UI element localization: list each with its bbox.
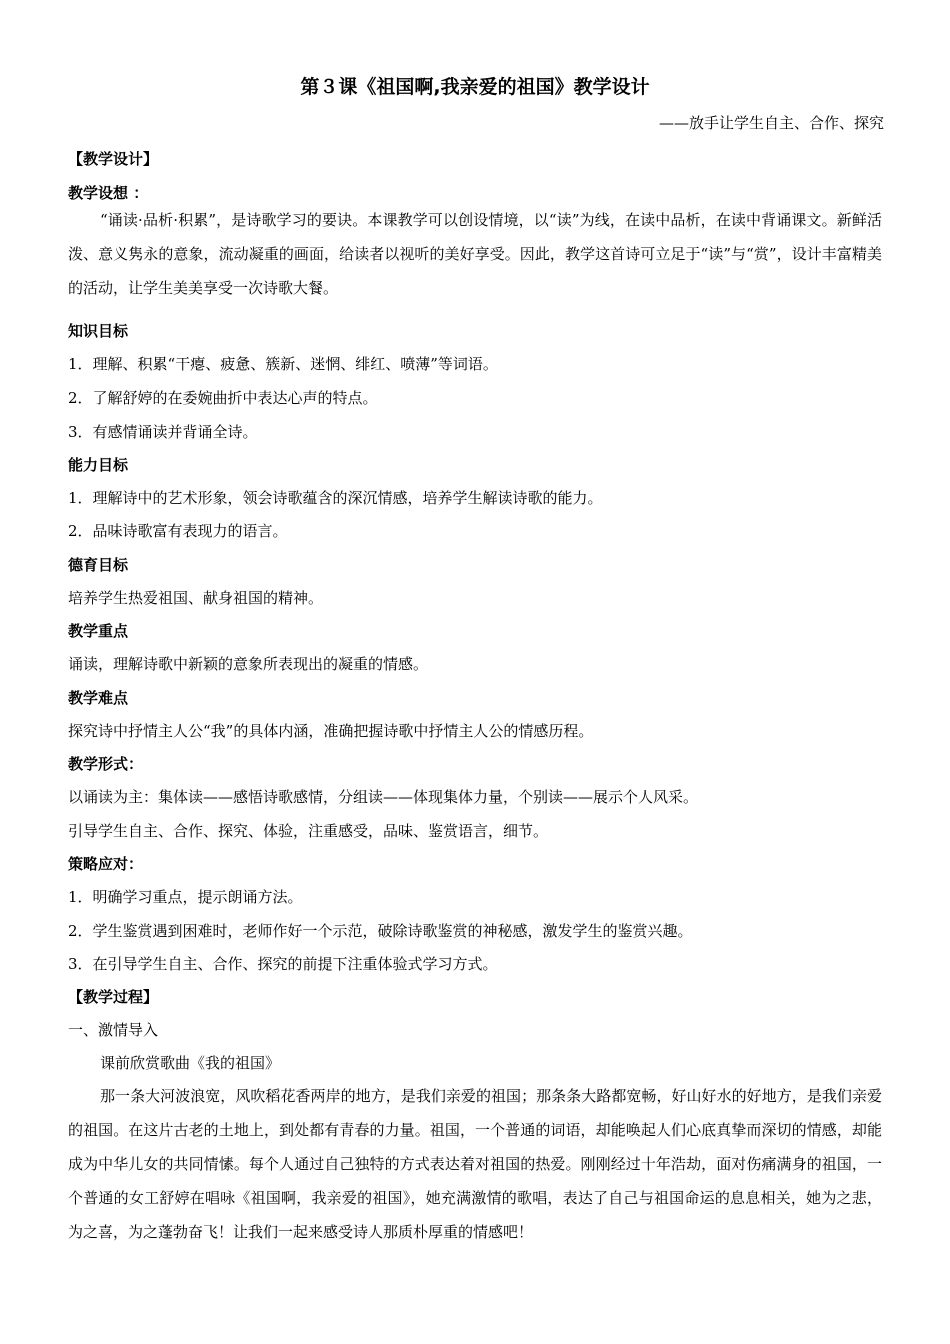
step-1-heading: 一、激情导入 — [68, 1021, 159, 1039]
section-teaching-process: 【教学过程】 — [68, 988, 159, 1006]
knowledge-goal-1: 1．理解、积累“干瘪、疲惫、簇新、迷惘、绯红、喷薄”等词语。 — [68, 355, 498, 373]
heading-knowledge-goals: 知识目标 — [68, 322, 129, 340]
heading-strategy: 策略应对： — [68, 855, 144, 873]
paragraph-teaching-idea: “诵读·品析·积累”，是诗歌学习的要诀。本课教学可以创设情境，以“读”为线，在读中品析，在读中背诵课文。新鲜活泼、意义隽永的意象，流动凝重的画面，给读者以视听的美好享受。因此，教学这首诗可立足于“读”与“赏”，设计丰富精美的活动，让学生美美享受一次诗歌大餐。 — [68, 211, 882, 297]
heading-ability-goals: 能力目标 — [68, 456, 129, 474]
strategy-3: 3．在引导学生自主、合作、探究的前提下注重体验式学习方式。 — [68, 955, 498, 973]
ability-goal-2: 2．品味诗歌富有表现力的语言。 — [68, 522, 288, 540]
teaching-form-2: 引导学生自主、合作、探究、体验，注重感受，品味、鉴赏语言，细节。 — [68, 822, 549, 840]
heading-teaching-form: 教学形式： — [68, 755, 144, 773]
strategy-1: 1．明确学习重点，提示朗诵方法。 — [68, 888, 303, 906]
difficult-points-text: 探究诗中抒情主人公“我”的具体内涵，准确把握诗歌中抒情主人公的情感历程。 — [68, 722, 594, 740]
knowledge-goal-3: 3．有感情诵读并背诵全诗。 — [68, 423, 258, 441]
heading-moral-goals: 德育目标 — [68, 556, 129, 574]
strategy-2: 2．学生鉴赏遇到困难时，老师作好一个示范，破除诗歌鉴赏的神秘感，激发学生的鉴赏兴趣。 — [68, 922, 693, 940]
ability-goal-1: 1．理解诗中的艺术形象，领会诗歌蕴含的深沉情感，培养学生解读诗歌的能力。 — [68, 489, 603, 507]
section-teaching-design: 【教学设计】 — [68, 150, 159, 168]
song-appreciation: 课前欣赏歌曲《我的祖国》 — [100, 1054, 281, 1072]
knowledge-goal-2: 2．了解舒婷的在委婉曲折中表达心声的特点。 — [68, 389, 378, 407]
document-subtitle: ——放手让学生自主、合作、探究 — [658, 114, 884, 132]
heading-key-points: 教学重点 — [68, 622, 129, 640]
key-points-text: 诵读，理解诗歌中新颖的意象所表现出的凝重的情感。 — [68, 655, 429, 673]
moral-goal: 培养学生热爱祖国、献身祖国的精神。 — [68, 589, 324, 607]
paragraph-introduction: 那一条大河波浪宽，风吹稻花香两岸的地方，是我们亲爱的祖国；那条条大路都宽畅，好山好水的好地方，是我们亲爱的祖国。在这片古老的土地上，到处都有青春的力量。祖国，一个普通的词语，却能唤起人们心底真挚而深切的情感，却能成为中华儿女的共同情愫。每个人通过自己独特的方式表达着对祖国的热爱。刚刚经过十年浩劫，面对伤痛满身的祖国，一个普通的女工舒婷在唱咏《祖国啊，我亲爱的祖国》，她充满激情的歌唱，表达了自己与祖国命运的息息相关，她为之悲，为之喜，为之蓬勃奋飞！让我们一起来感受诗人那质朴厚重的情感吧！ — [68, 1087, 882, 1241]
teaching-form-1: 以诵读为主：集体读——感悟诗歌感情，分组读——体现集体力量，个别读——展示个人风采。 — [68, 788, 699, 806]
heading-difficult-points: 教学难点 — [68, 689, 129, 707]
document-title: 第３课《祖国啊,我亲爱的祖国》教学设计 — [300, 76, 650, 98]
heading-teaching-idea: 教学设想 ： — [68, 184, 149, 202]
